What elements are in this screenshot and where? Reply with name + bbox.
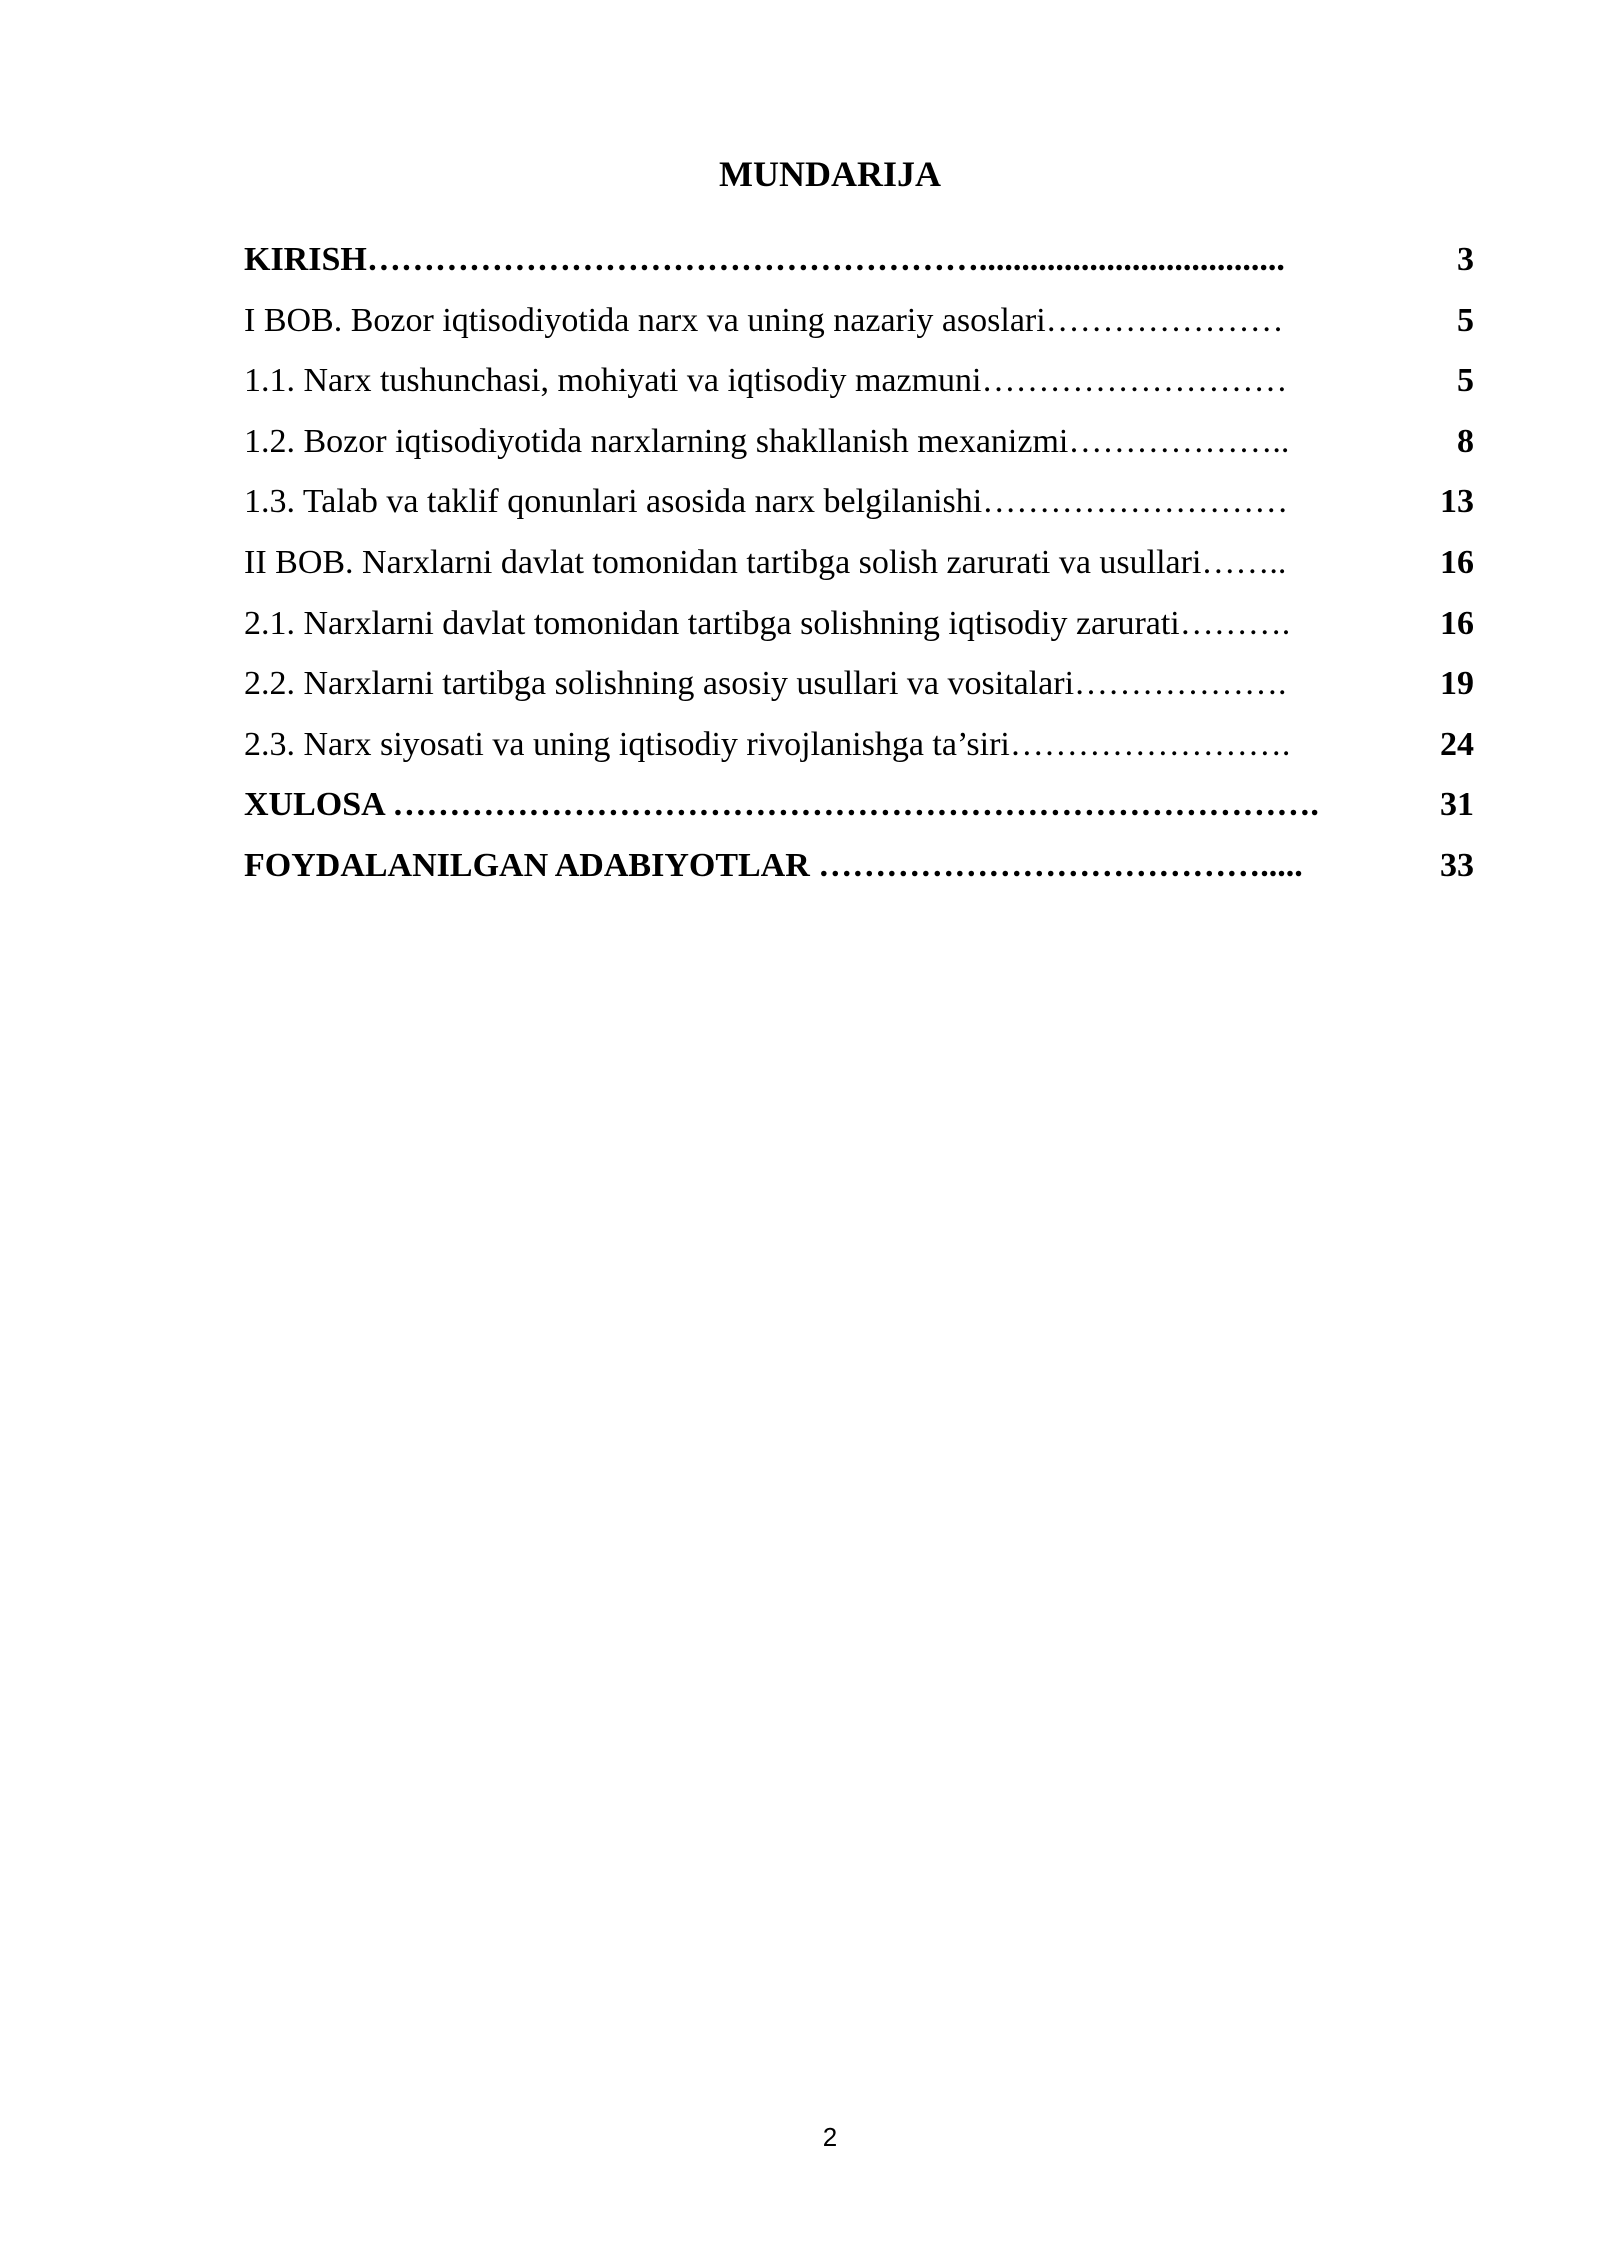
page-number: 2 — [822, 2122, 838, 2152]
toc-entry-page: 24 — [1440, 725, 1474, 763]
toc-entry-section-2-1[interactable] — [244, 600, 1474, 661]
page-title: MUNDARIJA — [719, 154, 941, 194]
toc-entry-chapter-1[interactable] — [244, 297, 1474, 358]
toc-entry-label: 1.2. Bozor iqtisodiyotida narxlarning shakllanish mexanizmi……………….. — [244, 422, 1290, 460]
toc-entry-label: 1.3. Talab va taklif qonunlari asosida narx belgilanishi……………………… — [244, 483, 1289, 521]
toc-entry-label: FOYDALANILGAN ADABIYOTLAR …………………………………..... — [244, 846, 1303, 884]
toc-entry-section-2-3[interactable] — [244, 721, 1474, 782]
toc-entry-section-1-3[interactable] — [244, 478, 1474, 539]
table-of-contents — [244, 236, 1474, 903]
toc-entry-section-1-2[interactable] — [244, 418, 1474, 479]
toc-entry-label: I BOB. Bozor iqtisodiyotida narx va uning nazariy asoslari………………… — [244, 301, 1284, 339]
toc-entry-label: XULOSA ………………………………………………………………………. — [244, 786, 1319, 824]
toc-entry-page: 31 — [1440, 786, 1474, 824]
toc-entry-section-2-2[interactable] — [244, 660, 1474, 721]
toc-entry-section-1-1[interactable] — [244, 357, 1474, 418]
toc-entry-page: 3 — [1457, 241, 1474, 278]
toc-entry-chapter-2[interactable] — [244, 539, 1474, 600]
toc-entry-label: 2.2. Narxlarni tartibga solishning asosiy usullari va vositalari………………. — [244, 665, 1287, 703]
toc-entry-label: II BOB. Narxlarni davlat tomonidan tartibga solish zarurati va usullari…….. — [244, 543, 1287, 581]
toc-entry-page: 19 — [1440, 665, 1474, 703]
toc-entry-page: 5 — [1457, 301, 1474, 339]
toc-entry-xulosa[interactable] — [244, 781, 1474, 842]
toc-entry-page: 33 — [1440, 846, 1474, 884]
toc-entry-page: 16 — [1440, 543, 1474, 581]
toc-entry-kirish[interactable] — [244, 236, 1474, 297]
toc-entry-page: 16 — [1440, 604, 1474, 642]
toc-entry-label: KIRISH……………………………………………….................................... — [244, 241, 1285, 278]
toc-entry-page: 8 — [1457, 422, 1474, 460]
toc-entry-adabiyotlar[interactable] — [244, 842, 1474, 903]
toc-entry-page: 13 — [1440, 483, 1474, 521]
toc-entry-label: 2.3. Narx siyosati va uning iqtisodiy rivojlanishga ta’siri……………………. — [244, 725, 1291, 763]
toc-entry-label: 1.1. Narx tushunchasi, mohiyati va iqtisodiy mazmuni……………………… — [244, 362, 1288, 400]
toc-entry-label: 2.1. Narxlarni davlat tomonidan tartibga solishning iqtisodiy zarurati………. — [244, 604, 1291, 642]
toc-entry-page: 5 — [1457, 362, 1474, 400]
